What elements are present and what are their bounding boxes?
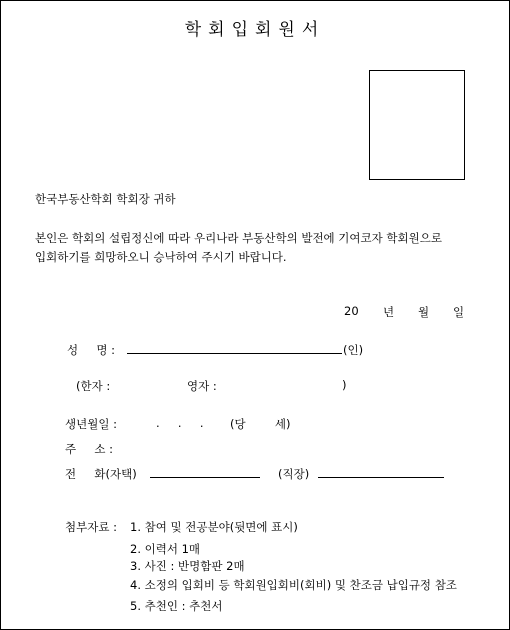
home-phone-field[interactable] [150, 466, 260, 481]
birth-dots: . . . [156, 416, 204, 430]
body-line-1: 본인은 학회의 설립정신에 따라 우리나라 부동산학의 발전에 기여코자 학회원으로 [35, 231, 442, 245]
english-label: 영자 : [187, 379, 217, 393]
date-year: 년 [383, 305, 395, 319]
attachment-item-5: 5. 추천인 : 추천서 [130, 599, 223, 613]
attachments-label: 첨부자료 : [65, 520, 117, 534]
work-phone-field[interactable] [318, 466, 444, 481]
photo-box [369, 70, 465, 180]
work-phone-label: (직장) [278, 467, 310, 481]
phone-label: 전 화(자택) [65, 467, 137, 481]
date-day: 일 [453, 305, 465, 319]
addressee: 한국부동산학회 학회장 귀하 [35, 192, 176, 206]
birth-label: 생년월일 : [65, 417, 117, 431]
attachment-item-4: 4. 소정의 입회비 등 학회원입회비(회비) 및 찬조금 납입규정 참조 [130, 578, 457, 592]
date-year-prefix: 20 [344, 304, 359, 318]
name-field[interactable] [127, 342, 342, 357]
address-label: 주 소 : [65, 442, 114, 456]
seal-mark: (인) [343, 343, 364, 357]
hanja-label: (한자 : [76, 379, 111, 393]
form-title: 학회입회원서 [184, 20, 326, 40]
attachment-item-1: 1. 참여 및 전공분야(뒷면에 표시) [130, 520, 298, 534]
body-line-2: 입회하기를 희망하오니 승낙하여 주시기 바랍니다. [35, 250, 287, 264]
age-label: (당 세) [230, 417, 291, 431]
date-month: 월 [418, 305, 430, 319]
name-label: 성 명 : [67, 343, 116, 357]
attachment-item-3: 3. 사진 : 반명함판 2매 [130, 559, 245, 573]
attachment-item-2: 2. 이력서 1매 [130, 542, 201, 556]
close-paren: ) [342, 378, 347, 392]
